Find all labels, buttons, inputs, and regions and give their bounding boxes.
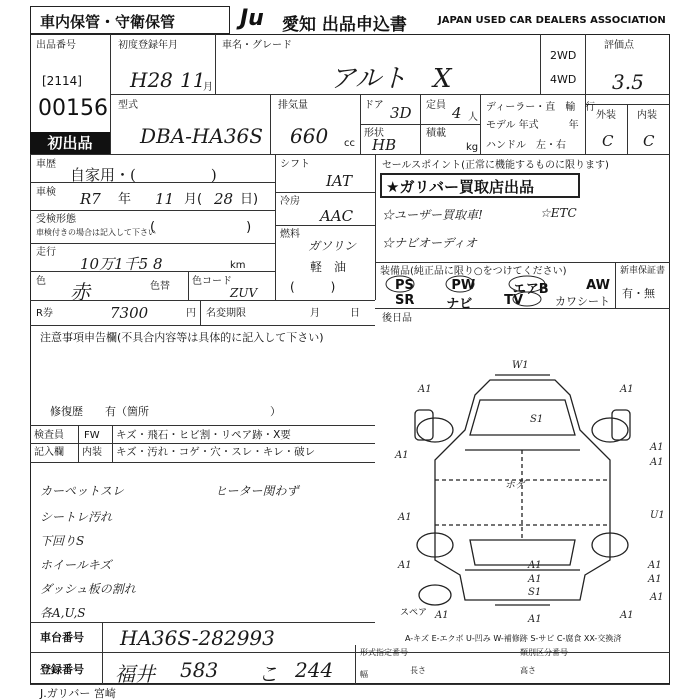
after-label: 後日品 <box>382 313 412 324</box>
mark-11: A1 <box>398 560 412 571</box>
doors-label: ドア <box>364 100 384 111</box>
equip-sr: SR <box>395 293 415 308</box>
mark-12: A1 <box>648 560 662 571</box>
mark-0: W1 <box>512 360 529 371</box>
plate-label: 登録番号 <box>40 663 84 676</box>
shift-label: シフト <box>280 159 310 170</box>
color-code-label: 色コード <box>192 276 232 287</box>
remark-5: ダッシュ板の割れ <box>40 582 136 596</box>
first-listing-badge: 初出品 <box>30 132 110 154</box>
mark-5: A1 <box>650 442 664 453</box>
spare-label: スペア <box>400 608 428 618</box>
inspector-label-2: 記入欄 <box>34 447 64 458</box>
mileage-value: 10万1千5 8 <box>80 255 163 273</box>
mileage-unit: km <box>230 260 246 271</box>
capacity-label: 定員 <box>426 100 446 111</box>
interior-label: 内装 <box>637 110 657 121</box>
association-name: JAPAN USED CAR DEALERS ASSOCIATION <box>438 15 666 26</box>
registration-month-unit: 月 <box>203 82 213 93</box>
inspector-fw: FW <box>84 430 100 441</box>
equip-aw: AW <box>586 278 610 293</box>
color-code-value: ZUV <box>230 286 258 300</box>
remark-2: シートレ汚れ <box>40 510 113 524</box>
mark-17: A1 <box>620 610 634 621</box>
color-label: 色 <box>36 276 46 287</box>
mark-15: A1 <box>528 614 542 625</box>
chassis-value: HA36S-282993 <box>120 626 275 650</box>
inspection-year-unit: 年 <box>118 192 132 207</box>
remark-4: ホイールキズ <box>40 558 112 572</box>
sales-badge: ★ガリバー買取店出品 <box>386 178 534 196</box>
inspection-month: 11 <box>155 190 175 208</box>
type-designation: 形式指定番号 <box>360 648 408 657</box>
length-label: 長さ <box>410 666 426 675</box>
sales-point-3: ☆ナビオーディオ <box>382 236 478 250</box>
sales-point-2: ☆ETC <box>540 206 577 220</box>
ju-logo: Ju <box>240 6 264 31</box>
warranty-label: 新車保証書 <box>620 266 666 276</box>
plate-kana: こ <box>258 662 278 686</box>
model-value: アルト X <box>330 64 452 94</box>
inspector-int-items: キズ・汚れ・コゲ・穴・スレ・キレ・破レ <box>116 446 316 458</box>
history-label: 車歴 <box>36 159 56 170</box>
mark-6: A1 <box>650 457 664 468</box>
type-label: 型式 <box>118 100 138 111</box>
equip-ps: PS <box>395 278 414 293</box>
equipment-label: 装備品(純正品に限り○をつけてください) <box>380 266 567 277</box>
remark-6: 各A,U,S <box>40 606 86 620</box>
mark-8: U1 <box>650 510 665 521</box>
ac-label: 冷房 <box>280 196 300 207</box>
plate-number: 244 <box>295 658 334 682</box>
chassis-label: 車台番号 <box>40 631 84 644</box>
lot-label: 出品番号 <box>36 40 76 51</box>
doors-value: 3D <box>390 104 412 122</box>
displacement-unit: cc <box>344 138 355 149</box>
fuel-diesel: 軽 油 <box>310 260 347 274</box>
dealer-line-2: モデル 年式 年 <box>486 120 579 131</box>
diagram-center-note: ホゲ <box>505 480 525 491</box>
fuel-label: 燃料 <box>280 229 300 240</box>
shift-value: IAT <box>326 172 352 190</box>
mark-3: A1 <box>620 384 634 395</box>
lot-sub: [2114] <box>42 74 82 88</box>
inspection-month-unit: 月( <box>184 192 203 207</box>
inspection-day-unit: 日) <box>240 192 259 207</box>
dealer-line-1: ディーラー・直 輸 行 <box>486 102 596 113</box>
model-label: 車名・グレード <box>222 40 292 51</box>
name-change-month: 月 <box>310 308 320 319</box>
fuel-paren: ( ) <box>290 280 336 294</box>
name-change-day: 日 <box>350 308 360 319</box>
exterior-label: 外装 <box>596 110 616 121</box>
capacity-unit: 人 <box>468 112 478 123</box>
warranty-value: 有・無 <box>622 287 655 300</box>
inspector-fw-items: キズ・飛石・ヒビ割・リペア跡・X要 <box>116 429 291 441</box>
height-label: 高さ <box>520 666 536 675</box>
type-value: DBA-HA36S <box>140 124 263 148</box>
equip-leather: カワシート <box>555 295 610 308</box>
inspect-form-label: 受検形態 <box>36 214 76 225</box>
mark-18: A1 <box>650 592 664 603</box>
registration-year: H28 <box>130 68 173 92</box>
mark-9: A1 <box>528 560 542 571</box>
mark-4: A1 <box>395 450 409 461</box>
sales-point-1: ☆ユーザー買取車! <box>382 208 483 222</box>
mark-7: A1 <box>398 512 412 523</box>
lot-number: 00156 <box>38 96 108 121</box>
class-number: 類別区分番号 <box>520 648 568 657</box>
inspect-form-note: 車検付きの場合は記入して下さい <box>36 228 156 237</box>
drive-4wd: 4WD <box>550 73 577 86</box>
mark-14: S1 <box>528 587 542 598</box>
footer-dealer: J.ガリバー 宮崎 <box>40 687 116 700</box>
interior-grade: C <box>643 132 655 150</box>
equip-airbag: エアB <box>512 282 549 297</box>
shape-label: 形状 <box>364 128 384 139</box>
remark-3: 下回りS <box>40 534 85 548</box>
plate-class: 583 <box>180 658 219 682</box>
mark-16: A1 <box>435 610 449 621</box>
damage-legend: A-キズ E-エクボ U-凹み W-補修跡 S-サビ C-腐食 XX-交換済 <box>405 634 622 643</box>
mark-13: A1 <box>648 574 662 585</box>
inspection-label: 車検 <box>36 187 56 198</box>
recycle-value: 7300 <box>110 304 149 322</box>
score-label: 評価点 <box>604 40 634 51</box>
inspector-int: 内装 <box>82 447 102 458</box>
dealer-line-3: ハンドル 左・右 <box>486 140 566 151</box>
inspection-year: R7 <box>80 190 101 208</box>
color-swap: 色替 <box>150 281 170 292</box>
remark-right: ヒーター関わず <box>215 484 299 498</box>
registration-month: 11 <box>180 68 206 92</box>
registration-label: 初度登録年月 <box>118 40 178 51</box>
width-label: 幅 <box>360 670 368 679</box>
displacement-label: 排気量 <box>278 100 308 111</box>
repair-history: 修復歴 有（箇所 ） <box>50 405 281 418</box>
color-value: 赤 <box>70 280 90 304</box>
mark-1: A1 <box>418 384 432 395</box>
displacement-value: 660 <box>290 124 329 148</box>
inspector-label-1: 検査員 <box>34 430 64 441</box>
recycle-label: R券 <box>36 308 53 319</box>
equip-pw: PW <box>451 278 476 293</box>
plate-region: 福井 <box>115 662 155 686</box>
sales-label: セールスポイント(正常に機能するものに限ります) <box>382 160 609 171</box>
load-unit: kg <box>466 142 479 153</box>
inspection-day: 28 <box>214 190 234 208</box>
ac-value: AAC <box>320 207 354 225</box>
mark-2: S1 <box>530 414 544 425</box>
inspect-form-paren: ( ) <box>150 220 252 235</box>
score-value: 3.5 <box>612 70 644 94</box>
recycle-unit: 円 <box>186 308 196 319</box>
page-title: 愛知 出品申込書 <box>282 15 407 35</box>
car-damage-diagram <box>380 340 670 630</box>
fuel-value: ガソリン <box>308 239 357 253</box>
exterior-grade: C <box>602 132 614 150</box>
shape-value: HB <box>372 136 397 154</box>
equipment-circles <box>375 270 615 310</box>
equip-navi: ナビ <box>446 297 473 312</box>
load-label: 積載 <box>426 128 446 139</box>
mileage-label: 走行 <box>36 247 56 258</box>
history-value: 自家用・( ) <box>70 166 217 184</box>
notes-label: 注意事項申告欄(不具合内容等は具体的に記入して下さい) <box>40 331 324 344</box>
storage-label: 車内保管・守衛保管 <box>40 13 176 31</box>
equip-tv: TV <box>504 293 524 308</box>
remark-1: カーペットスレ <box>40 484 124 498</box>
mark-10: A1 <box>528 574 542 585</box>
drive-2wd: 2WD <box>550 49 577 62</box>
capacity-value: 4 <box>452 104 462 122</box>
name-change-label: 名変期限 <box>206 308 246 319</box>
